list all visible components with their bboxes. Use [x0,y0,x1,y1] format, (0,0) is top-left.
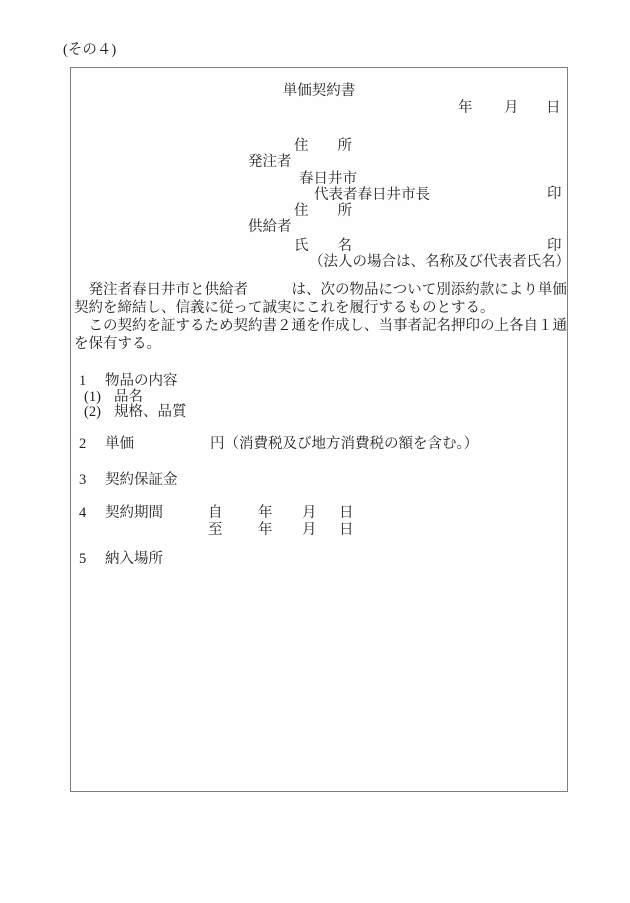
item2-number: 2 [79,436,87,452]
date-month-label: 月 [504,100,519,116]
supplier-role-label: 供給者 [248,219,292,235]
item4-to-day-label: 日 [339,522,354,538]
item5-label: 納入場所 [105,551,163,567]
item1-label: 物品の内容 [105,373,178,389]
item4-from-label: 自 [208,505,223,521]
item2-label: 単価 [105,436,134,452]
orderer-name: 春日井市 [299,171,357,187]
item2-value-note: 円（消費税及び地方消費税の額を含む。） [210,436,479,452]
item4-to-label: 至 [208,522,223,538]
body-text-line: 発注者春日井市と供給者 は、次の物品について別添約款により単価 [74,282,567,298]
item4-from-year-label: 年 [258,505,273,521]
orderer-role-label: 発注者 [248,154,292,170]
item1-number: 1 [79,373,87,389]
supplier-corporate-note: （法人の場合は、名称及び代表者氏名） [309,254,570,270]
item1-sub2-number: (2) [84,404,101,420]
item4-label: 契約期間 [105,505,163,521]
item4-from-day-label: 日 [339,505,354,521]
item5-number: 5 [79,551,87,567]
document-title: 単価契約書 [282,83,356,99]
supplier-name-label: 氏 名 [294,238,352,254]
item3-number: 3 [79,472,87,488]
item4-number: 4 [79,505,87,521]
contract-form-border [70,67,568,792]
supplier-seal-mark: 印 [547,238,562,254]
body-text-line: 契約を締結し、信義に従って誠実にこれを履行するものとする。 [74,300,495,316]
supplier-address-label: 住 所 [294,203,352,219]
item1-sub1-label: 品名 [114,389,143,405]
orderer-representative: 代表者春日井市長 [314,187,430,203]
body-text-line: この契約を証するため契約書２通を作成し、当事者記名押印の上各自１通 [74,318,567,334]
orderer-seal-mark: 印 [547,186,562,202]
body-text-line: を保有する。 [74,336,161,352]
item1-sub2-label: 規格、品質 [114,404,187,420]
date-year-label: 年 [458,100,473,116]
orderer-address-label: 住 所 [294,138,352,154]
item4-to-year-label: 年 [258,522,273,538]
item3-label: 契約保証金 [105,472,178,488]
page-corner-label: (その４) [63,42,117,58]
item4-from-month-label: 月 [302,505,317,521]
item4-to-month-label: 月 [302,522,317,538]
item1-sub1-number: (1) [84,389,101,405]
date-day-label: 日 [546,100,561,116]
